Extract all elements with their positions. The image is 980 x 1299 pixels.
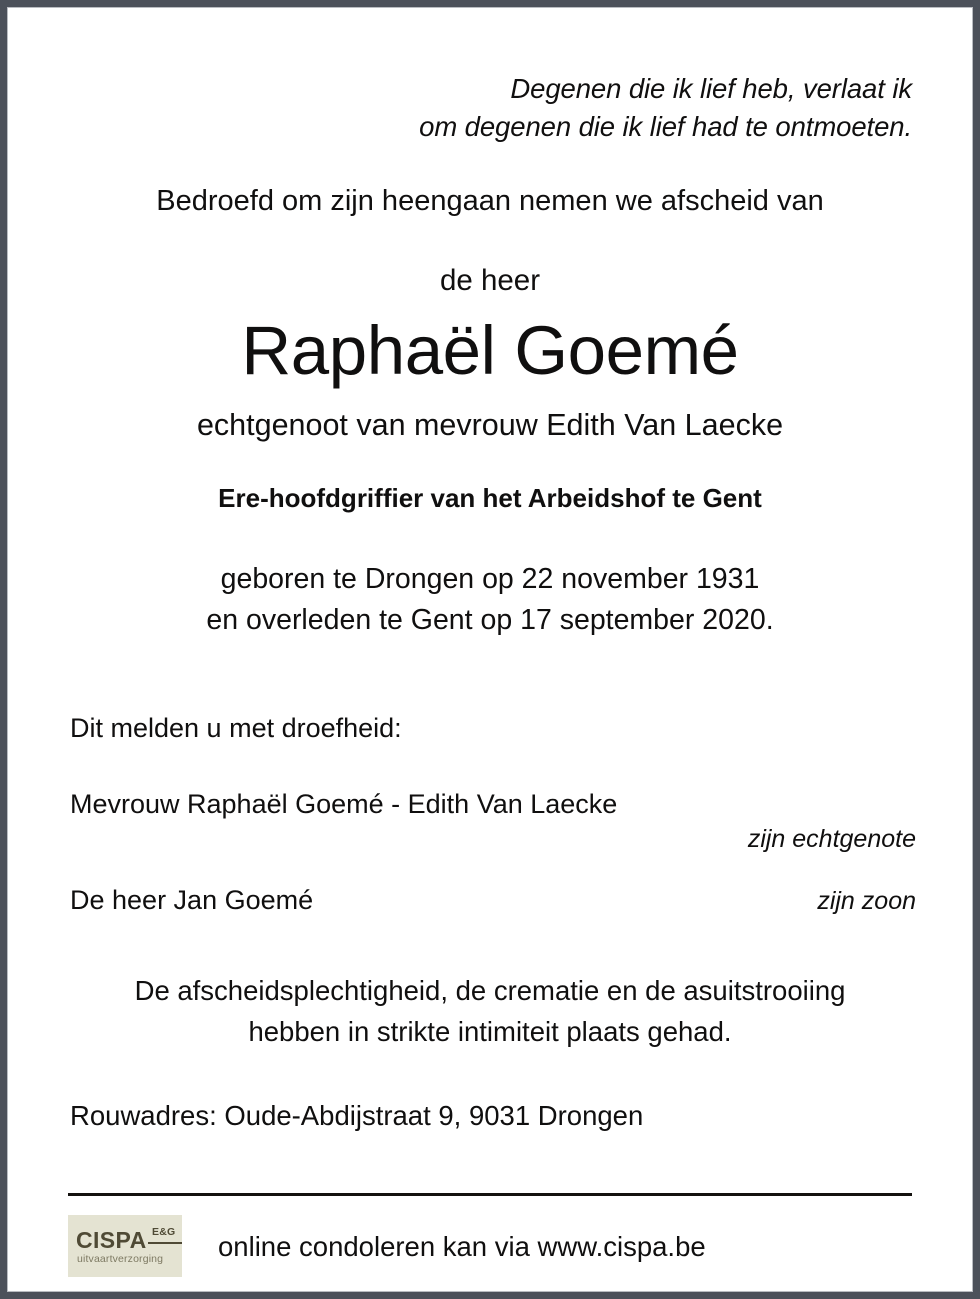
death-line: en overleden te Gent op 17 september 2020. — [206, 604, 774, 637]
survivor-name: Mevrouw Raphaël Goemé - Edith Van Laecke — [70, 788, 618, 819]
announcement-intro: Bedroefd om zijn heengaan nemen we afscheid van — [156, 185, 824, 218]
cispa-wordmark: CISPA — [76, 1227, 147, 1253]
cispa-logo — [68, 1215, 182, 1277]
cispa-superscript-eg: E&G — [152, 1226, 176, 1238]
notice-footer — [60, 1193, 920, 1277]
list-item — [70, 884, 916, 916]
epigraph-line-2: om degenen die ik lief had te ontmoeten. — [419, 110, 912, 142]
deceased-honorific: de heer — [439, 264, 541, 298]
ceremony-line-2: hebben in strikte intimiteit plaats gehad. — [248, 1016, 732, 1048]
condolence-link-text[interactable]: online condoleren kan via www.cispa.be — [218, 1230, 706, 1262]
survivors-lead: Dit melden u met droefheid: — [70, 713, 402, 744]
survivor-relation: zijn zoon — [817, 887, 916, 916]
spouse-relation-line: echtgenoot van mevrouw Edith Van Laecke — [196, 407, 784, 442]
life-dates — [60, 559, 920, 643]
footer-divider — [68, 1193, 912, 1196]
ceremony-line-1: De afscheidsplechtigheid, de crematie en de asuitstrooiing — [134, 974, 846, 1006]
epigraph-line-1: Degenen die ik lief heb, verlaat ik — [510, 73, 912, 104]
notice-sheet — [8, 8, 972, 1291]
mourning-address: Rouwadres: Oude-Abdijstraat 9, 9031 Drongen — [70, 1100, 644, 1132]
footer-row — [60, 1215, 920, 1277]
honorary-title: Ere-hoofdgriffier van het Arbeidshof te Gent — [218, 483, 762, 514]
cispa-rule-icon — [148, 1242, 182, 1244]
epigraph-quote — [60, 70, 920, 145]
deceased-name: Raphaël Goemé — [241, 311, 739, 389]
cispa-tagline: uitvaartverzorging — [77, 1253, 164, 1265]
birth-line: geboren te Drongen op 22 november 1931 — [220, 562, 760, 595]
list-item — [70, 788, 916, 854]
ceremony-note — [60, 970, 920, 1054]
notice-inner-frame — [7, 7, 973, 1292]
survivors-list — [60, 788, 920, 917]
survivor-name: De heer Jan Goemé — [70, 885, 314, 916]
survivor-relation: zijn echtgenote — [747, 825, 916, 854]
